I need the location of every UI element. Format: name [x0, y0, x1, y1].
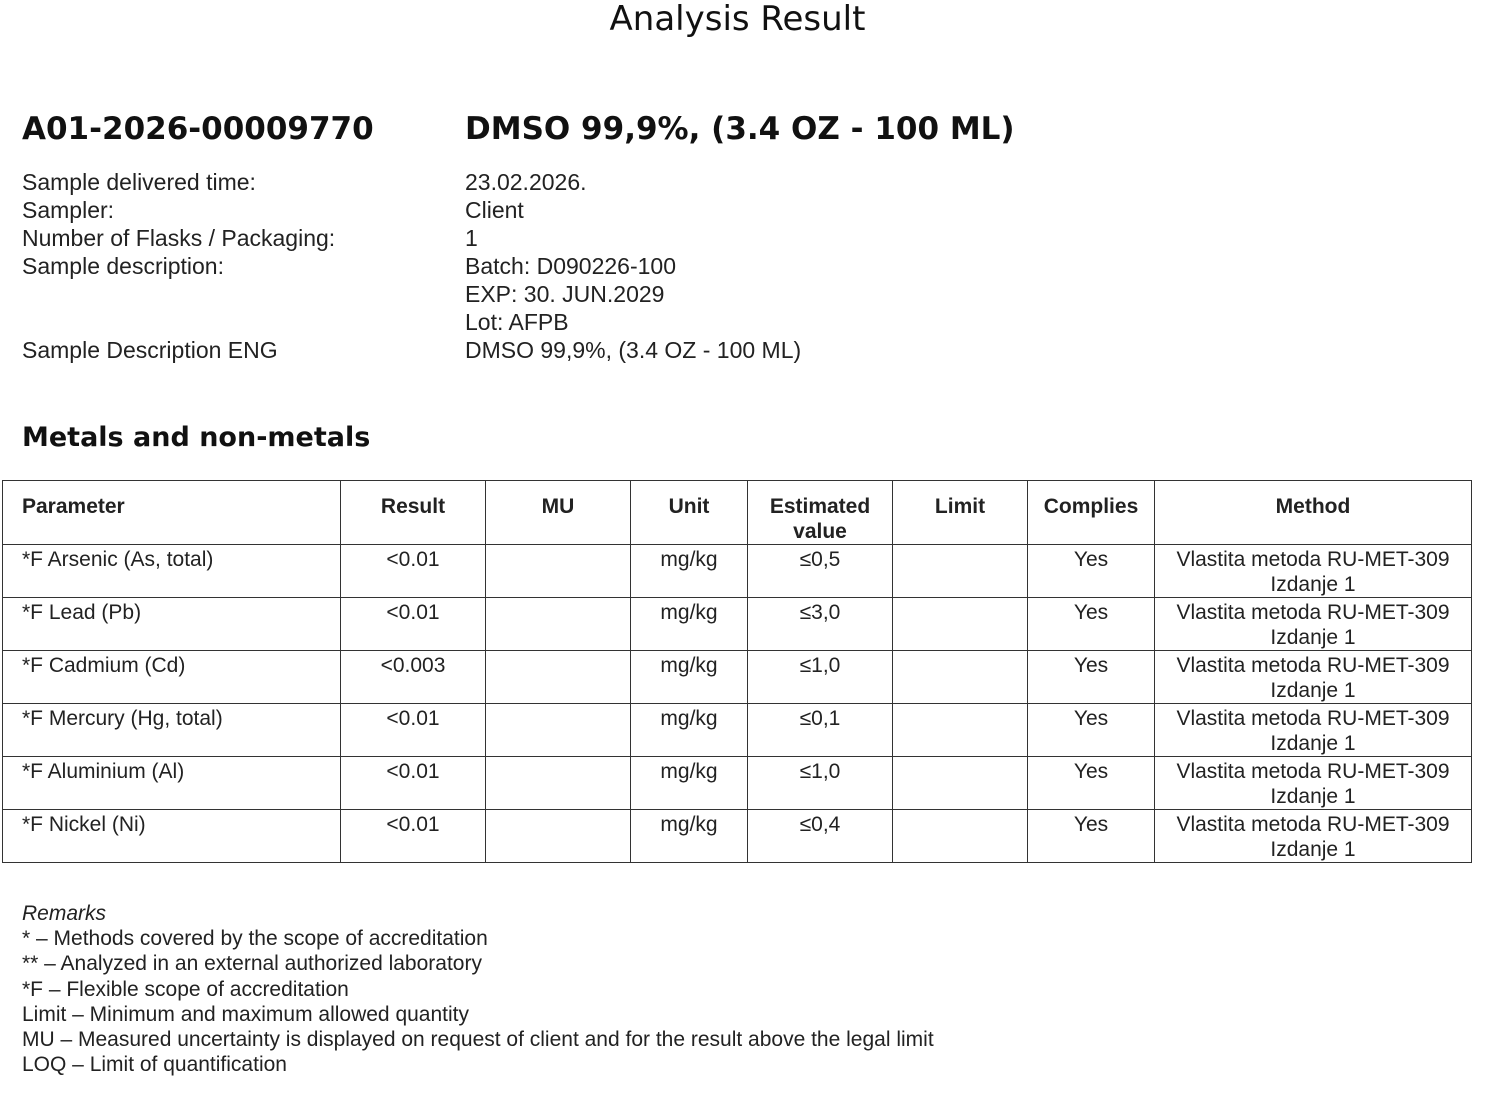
remark-line: LOQ – Limit of quantification [22, 1053, 287, 1077]
cell-parameter: *F Mercury (Hg, total) [3, 704, 341, 757]
table-row [3, 757, 1472, 810]
method-line: Vlastita metoda RU-MET-309 [1176, 760, 1450, 783]
col-header-parameter: Parameter [3, 481, 341, 545]
info-value-line: Client [465, 197, 524, 223]
cell-limit [893, 704, 1028, 757]
cell-unit: mg/kg [631, 757, 748, 810]
table-row [3, 810, 1472, 863]
cell-limit [893, 545, 1028, 598]
info-value [465, 336, 1122, 364]
cell-unit: mg/kg [631, 545, 748, 598]
cell-complies: Yes [1028, 757, 1155, 810]
cell-method [1155, 651, 1472, 704]
remarks-title: Remarks [22, 902, 107, 925]
remark-line: MU – Measured uncertainty is displayed on request of client and for the result above the legal limit [22, 1028, 934, 1052]
method-line: Vlastita metoda RU-MET-309 [1176, 813, 1450, 836]
info-row-description [22, 252, 1122, 336]
cell-estimated: ≤0,1 [748, 704, 893, 757]
cell-parameter: *F Aluminium (Al) [3, 757, 341, 810]
cell-result: <0.01 [341, 598, 486, 651]
col-header-complies: Complies [1028, 481, 1155, 545]
cell-result: <0.01 [341, 757, 486, 810]
report-code: A01-2026-00009770 [22, 111, 374, 147]
sample-info [22, 168, 1122, 364]
cell-unit: mg/kg [631, 598, 748, 651]
info-value-line: 1 [465, 225, 478, 251]
cell-complies: Yes [1028, 651, 1155, 704]
remark-line: ** – Analyzed in an external authorized laboratory [22, 952, 482, 976]
method-edition: Izdanje 1 [1270, 838, 1356, 861]
method-line: Vlastita metoda RU-MET-309 [1176, 707, 1450, 730]
cell-limit [893, 598, 1028, 651]
table-header-row [3, 481, 1472, 545]
method-line: Vlastita metoda RU-MET-309 [1176, 601, 1450, 624]
table-row [3, 598, 1472, 651]
report-header [22, 110, 1122, 150]
cell-limit [893, 757, 1028, 810]
info-value-line: DMSO 99,9%, (3.4 OZ - 100 ML) [465, 337, 802, 363]
table-row [3, 704, 1472, 757]
cell-method [1155, 810, 1472, 863]
cell-estimated: ≤0,5 [748, 545, 893, 598]
info-value-line: Lot: AFPB [465, 309, 569, 335]
cell-mu [486, 598, 631, 651]
method-edition: Izdanje 1 [1270, 626, 1356, 649]
col-header-mu: MU [486, 481, 631, 545]
cell-limit [893, 651, 1028, 704]
cell-limit [893, 810, 1028, 863]
remarks [22, 901, 1222, 1077]
cell-result: <0.01 [341, 704, 486, 757]
cell-mu [486, 810, 631, 863]
cell-unit: mg/kg [631, 651, 748, 704]
remark-line: Limit – Minimum and maximum allowed quantity [22, 1002, 469, 1026]
info-label: Number of Flasks / Packaging: [22, 225, 336, 251]
info-value [465, 224, 1122, 252]
page-title: Analysis Result [609, 0, 866, 39]
cell-mu [486, 757, 631, 810]
cell-parameter: *F Nickel (Ni) [3, 810, 341, 863]
info-label: Sampler: [22, 197, 115, 223]
cell-mu [486, 704, 631, 757]
col-header-unit: Unit [631, 481, 748, 545]
cell-method [1155, 704, 1472, 757]
method-edition: Izdanje 1 [1270, 732, 1356, 755]
info-value-line: 23.02.2026. [465, 169, 587, 195]
col-header-estimated-value: Estimated value [748, 481, 893, 545]
remark-line: * – Methods covered by the scope of accreditation [22, 927, 488, 951]
cell-result: <0.01 [341, 810, 486, 863]
section-title: Metals and non-metals [22, 422, 371, 453]
col-header-limit: Limit [893, 481, 1028, 545]
cell-parameter: *F Lead (Pb) [3, 598, 341, 651]
cell-estimated: ≤0,4 [748, 810, 893, 863]
info-value [465, 196, 1122, 224]
cell-complies: Yes [1028, 704, 1155, 757]
cell-estimated: ≤1,0 [748, 651, 893, 704]
cell-estimated: ≤3,0 [748, 598, 893, 651]
cell-result: <0.003 [341, 651, 486, 704]
cell-estimated: ≤1,0 [748, 757, 893, 810]
cell-result: <0.01 [341, 545, 486, 598]
cell-mu [486, 651, 631, 704]
info-label: Sample delivered time: [22, 169, 256, 195]
info-value [465, 168, 1122, 196]
info-value-line: EXP: 30. JUN.2029 [465, 281, 665, 307]
method-line: Vlastita metoda RU-MET-309 [1176, 654, 1450, 677]
col-header-result: Result [341, 481, 486, 545]
cell-mu [486, 545, 631, 598]
results-table [2, 480, 1472, 863]
cell-unit: mg/kg [631, 810, 748, 863]
product-name: DMSO 99,9%, (3.4 OZ - 100 ML) [465, 111, 1015, 147]
method-edition: Izdanje 1 [1270, 679, 1356, 702]
remark-line: *F – Flexible scope of accreditation [22, 977, 349, 1001]
info-value [465, 252, 1122, 336]
cell-parameter: *F Arsenic (As, total) [3, 545, 341, 598]
method-line: Vlastita metoda RU-MET-309 [1176, 548, 1450, 571]
cell-complies: Yes [1028, 598, 1155, 651]
cell-unit: mg/kg [631, 704, 748, 757]
cell-complies: Yes [1028, 810, 1155, 863]
table-row [3, 545, 1472, 598]
col-header-method: Method [1155, 481, 1472, 545]
table-row [3, 651, 1472, 704]
info-label: Sample Description ENG [22, 337, 278, 363]
info-row-description-eng [22, 336, 1122, 364]
cell-method [1155, 545, 1472, 598]
cell-method [1155, 598, 1472, 651]
info-value-line: Batch: D090226-100 [465, 253, 676, 279]
info-label: Sample description: [22, 253, 224, 279]
cell-complies: Yes [1028, 545, 1155, 598]
cell-method [1155, 757, 1472, 810]
cell-parameter: *F Cadmium (Cd) [3, 651, 341, 704]
method-edition: Izdanje 1 [1270, 573, 1356, 596]
info-row-sampler [22, 196, 1122, 224]
method-edition: Izdanje 1 [1270, 785, 1356, 808]
info-row-flasks [22, 224, 1122, 252]
info-row-delivered-time [22, 168, 1122, 196]
